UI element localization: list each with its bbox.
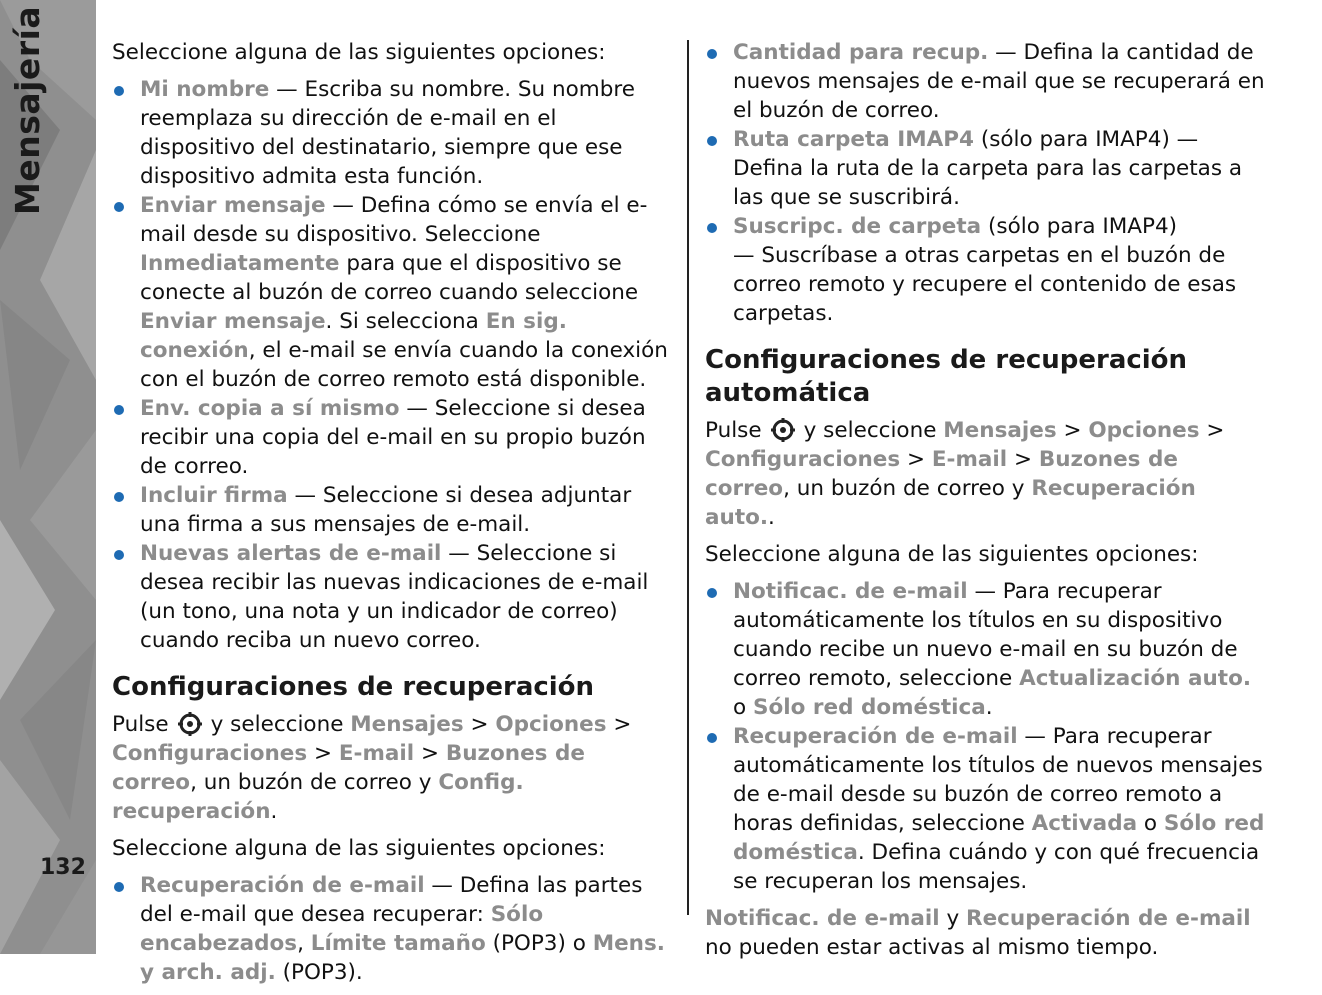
list-item: Recuperación de e-mail — Defina las partes del e-mail que desea recuperar: Sólo encabezados, Límite tamaño (POP3) o Mens. y arch. adj. (POP3).: [112, 871, 674, 987]
section-heading: Configuraciones de recuperación automática: [705, 345, 1188, 408]
option-term: Enviar mensaje: [140, 193, 326, 218]
option-term: Nuevas alertas de e-mail: [140, 541, 442, 566]
option-term: Recuperación de e-mail: [140, 873, 425, 898]
list-item: Recuperación de e-mail — Para recuperar automáticamente los títulos de nuevos mensajes de e-mail desde su buzón de correo remoto a horas definidas, seleccione Activada o Sólo red doméstica. Defina cuándo y con qué frecuencia se recuperan los mensajes.: [705, 722, 1270, 896]
option-term: Env. copia a sí mismo: [140, 396, 400, 421]
column-divider: [687, 40, 689, 915]
sidebar: [0, 0, 96, 954]
list-item: Env. copia a sí mismo — Seleccione si desea recibir una copia del e-mail en su propio buzón de correo.: [112, 394, 674, 481]
left-column: [112, 38, 674, 995]
menu-key-icon: [768, 416, 798, 444]
option-term: Recuperación de e-mail: [733, 724, 1018, 749]
list-item: Enviar mensaje — Defina cómo se envía el e-mail desde su dispositivo. Seleccione Inmediatamente para que el dispositivo se conecte al buzón de correo cuando seleccione Enviar mensaje. Si selecciona En sig. conexión, el e-mail se envía cuando la conexión con el buzón de correo remoto está disponible.: [112, 191, 674, 394]
option-term: Cantidad para recup.: [733, 40, 989, 65]
options-list: [112, 75, 674, 655]
list-item: Mi nombre — Escriba su nombre. Su nombre reemplaza su dirección de e-mail en el dispositivo del destinatario, siempre que ese dispositivo admita esta función.: [112, 75, 674, 191]
list-item: Nuevas alertas de e-mail — Seleccione si desea recibir las nuevas indicaciones de e-mail (un tono, una nota y un indicador de correo) cuando reciba un nuevo correo.: [112, 539, 674, 655]
section-heading: Configuraciones de recuperación: [112, 672, 595, 702]
options-list: [705, 577, 1270, 896]
note-text: Notificac. de e-mail y Recuperación de e-mail no pueden estar activas al mismo tiempo.: [705, 906, 1251, 960]
option-term: Incluir firma: [140, 483, 288, 508]
list-item: Ruta carpeta IMAP4 (sólo para IMAP4) — Defina la ruta de la carpeta para las carpetas a las que se suscribirá.: [705, 125, 1270, 212]
list-item: Incluir firma — Seleccione si desea adjuntar una firma a sus mensajes de e-mail.: [112, 481, 674, 539]
section-title: Mensajería: [8, 5, 47, 215]
option-term: Notificac. de e-mail: [733, 579, 968, 604]
menu-key-icon: [175, 710, 205, 738]
menu-path: Pulse y seleccione Mensajes > Opciones > Configuraciones > E-mail > Buzones de correo, un buzón de correo y Config. recuperación.: [112, 712, 632, 824]
list-item: Cantidad para recup. — Defina la cantidad de nuevos mensajes de e-mail que se recuperará en el buzón de correo.: [705, 38, 1270, 125]
option-term: Mi nombre: [140, 77, 270, 102]
page-number: 132: [40, 855, 86, 880]
options-list: [112, 871, 674, 987]
right-column: [705, 38, 1270, 970]
options-list: [705, 38, 1270, 328]
option-term: Ruta carpeta IMAP4: [733, 127, 974, 152]
list-item: Notificac. de e-mail — Para recuperar automáticamente los títulos en su dispositivo cuando recibe un nuevo e-mail en su buzón de correo remoto, seleccione Actualización auto. o Sólo red doméstica.: [705, 577, 1270, 722]
intro-text: Seleccione alguna de las siguientes opciones:: [112, 40, 606, 65]
option-term: Suscripc. de carpeta: [733, 214, 982, 239]
menu-path: Pulse y seleccione Mensajes > Opciones > Configuraciones > E-mail > Buzones de correo, un buzón de correo y Recuperación auto..: [705, 418, 1225, 530]
intro-text: Seleccione alguna de las siguientes opciones:: [705, 542, 1199, 567]
list-item: Suscripc. de carpeta (sólo para IMAP4) — Suscríbase a otras carpetas en el buzón de correo remoto y recupere el contenido de esas carpetas.: [705, 212, 1270, 328]
intro-text: Seleccione alguna de las siguientes opciones:: [112, 836, 606, 861]
